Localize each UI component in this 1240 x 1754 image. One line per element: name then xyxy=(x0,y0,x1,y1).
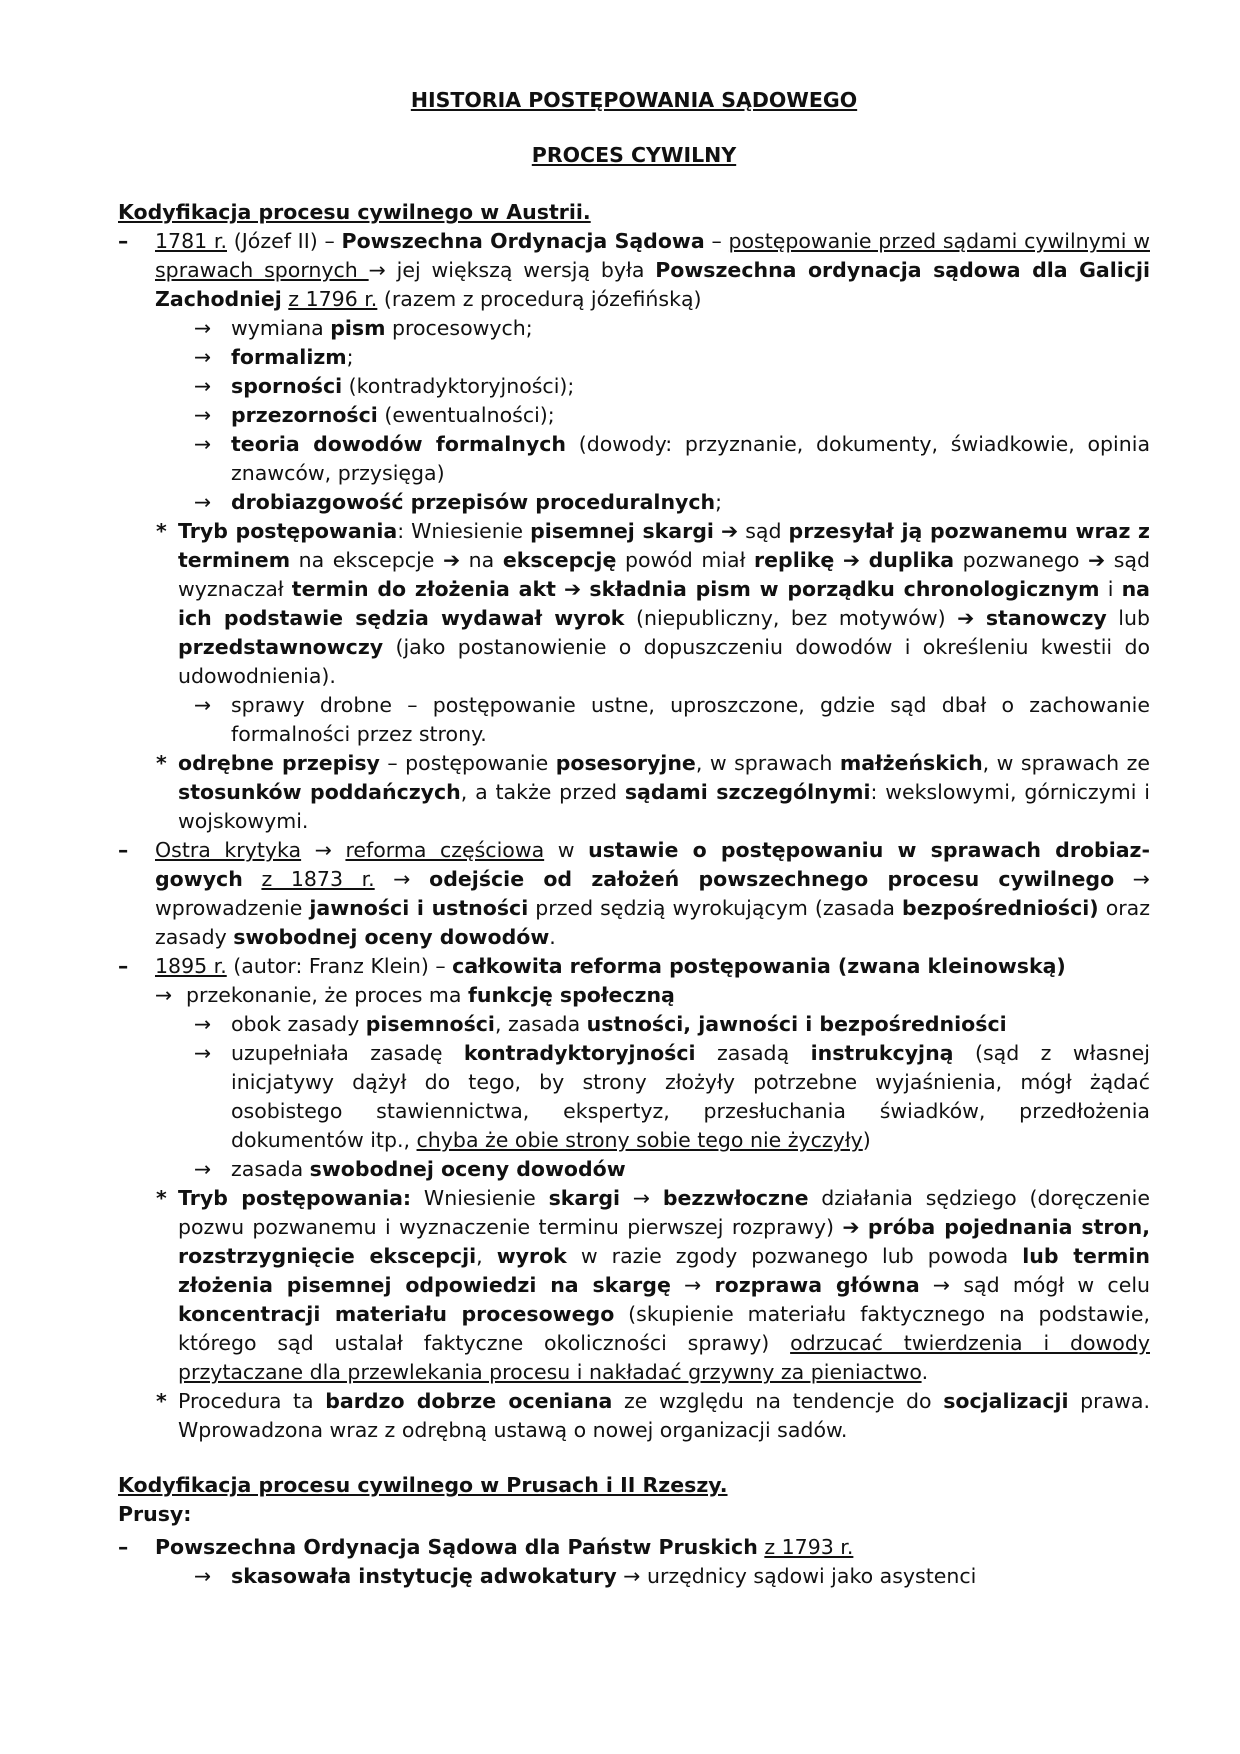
paragraph-1781: – 1781 r. (Józef II) – Powszechna Ordynacja Sądowa – postępowanie przed sądami cywilnymi w sprawach spornych → jej większą wersją była Powszechna ordynacja sądowa dla Galicji Zachodniej z 1796 r. (razem z procedurą józefińską) xyxy=(118,229,1151,311)
arrow-icon: → xyxy=(194,1041,212,1065)
arrow-icon: → xyxy=(194,1157,212,1181)
star-marker: * xyxy=(156,751,167,775)
star-marker: * xyxy=(156,1186,167,1210)
list-item: → sporności (kontradyktoryjności); xyxy=(118,372,1150,401)
paragraph-1895: – 1895 r. (autor: Franz Klein) – całkowita reforma postępowania (zwana kleinowską) xyxy=(118,952,1150,981)
list-item: → uzupełniała zasadę kontradyktoryjności zasadą instrukcyjną (sąd z własnej inicjatywy dążył do tego, by strony złożyły potrzebne wyjaśnienia, mógł żądać osobistego stawiennictwa, ekspertyz, przesłuchania świadków, przedłożenia dokumentów itp., chyba że obie strony sobie tego nie życzyły) xyxy=(194,1041,1150,1152)
arrow-icon: → xyxy=(194,490,212,514)
list-item: → przekonanie, że proces ma funkcję społeczną xyxy=(118,981,1150,1010)
star-item-procedura: * Procedura ta bardzo dobrze oceniana ze względu na tendencje do socjalizacji prawa. Wprowadzona wraz z odrębną ustawą o nowej organizacji sadów. xyxy=(156,1389,1150,1442)
list-item: → formalizm; xyxy=(118,343,1150,372)
dash-marker: – xyxy=(118,1535,129,1559)
arrow-icon: → xyxy=(194,1012,212,1036)
arrow-icon: → xyxy=(194,1564,212,1588)
star-item-tryb: * Tryb postępowania: Wniesienie pisemnej skargi ➔ sąd przesyłał ją pozwanemu wraz z terminem na ekscepcje ➔ na ekscepcję powód miał replikę ➔ duplika pozwanego ➔ sąd wyznaczał termin do złożenia akt ➔ składnia pism w porządku chronologicznym i na ich podstawie sędzia wydawał wyrok (niepubliczny, bez motywów) ➔ stanowczy lub przedstawnowczy (jako postanowienie o dopuszczeniu dowodów i określeniu kwestii do udowodnienia). xyxy=(156,519,1151,688)
star-item-odrebne: * odrębne przepisy – postępowanie posesoryjne, w sprawach małżeńskich, w sprawach ze stosunków poddańczych, a także przed sądami szczególnymi: wekslowymi, górniczymi i wojskowymi. xyxy=(156,751,1151,833)
section-heading-austria: Kodyfikacja procesu cywilnego w Austrii. xyxy=(118,200,591,224)
document-title: HISTORIA POSTĘPOWANIA SĄDOWEGO xyxy=(410,88,858,112)
star-item-tryb-1895: * Tryb postępowania: Wniesienie skargi → bezzwłoczne działania sędziego (doręczenie pozwu pozwanemu i wyznaczenie terminu pierwszej rozprawy) ➔ próba pojednania stron, rozstrzygnięcie ekscepcji, wyrok w razie zgody pozwanego lub powoda lub termin złożenia pisemnej odpowiedzi na skargę → rozprawa główna → sąd mógł w celu koncentracji materiału procesowego (skupienie materiału faktycznego na podstawie, którego sąd ustalał faktyczne okoliczności sprawy) odrzucać twierdzenia i dowody przytaczane dla przewlekania procesu i nakładać grzywny za pieniactwo. xyxy=(156,1186,1151,1384)
star-marker: * xyxy=(156,519,167,543)
star-marker: * xyxy=(156,1389,167,1413)
list-item: → drobiazgowość przepisów proceduralnych; xyxy=(118,488,1150,517)
document-page xyxy=(118,86,1150,1591)
section-heading-prussia: Kodyfikacja procesu cywilnego w Prusach i II Rzeszy. xyxy=(118,1473,728,1497)
arrow-icon: → xyxy=(194,403,212,427)
dash-marker: – xyxy=(118,229,129,253)
list-item: → przezorności (ewentualności); xyxy=(118,401,1150,430)
list-item: → obok zasady pisemności, zasada ustności, jawności i bezpośredniości xyxy=(118,1010,1150,1039)
paragraph-1873: – Ostra krytyka → reforma częściowa w ustawie o postępowaniu w sprawach drobiaz-gowych z 1873 r. → odejście od założeń powszechnego procesu cywilnego → wprowadzenie jawności i ustności przed sędzią wyrokującym (zasada bezpośredniości) oraz zasady swobodnej oceny dowodów. xyxy=(118,838,1150,949)
list-item: → sprawy drobne – postępowanie ustne, uproszczone, gdzie sąd dbał o zachowanie formalności przez strony. xyxy=(194,693,1150,746)
list-item: → wymiana pism procesowych; xyxy=(118,314,1150,343)
dash-marker: – xyxy=(118,954,129,978)
list-item: → teoria dowodów formalnych (dowody: przyznanie, dokumenty, świadkowie, opinia znawców, przysięga) xyxy=(194,432,1151,485)
paragraph-1793: – Powszechna Ordynacja Sądowa dla Państw Pruskich z 1793 r. xyxy=(118,1533,1150,1562)
arrow-icon: → xyxy=(194,374,212,398)
subheading-prusy: Prusy: xyxy=(118,1502,192,1526)
arrow-icon: → xyxy=(194,432,212,456)
dash-marker: – xyxy=(118,838,129,862)
list-item: → zasada swobodnej oceny dowodów xyxy=(118,1155,1150,1184)
document-subtitle: PROCES CYWILNY xyxy=(531,143,737,167)
arrow-icon: → xyxy=(155,983,173,1007)
arrow-icon: → xyxy=(194,693,212,717)
arrow-icon: → xyxy=(194,345,212,369)
arrow-icon: → xyxy=(194,316,212,340)
list-item: → skasowała instytucję adwokatury → urzędnicy sądowi jako asystenci xyxy=(118,1562,1150,1591)
